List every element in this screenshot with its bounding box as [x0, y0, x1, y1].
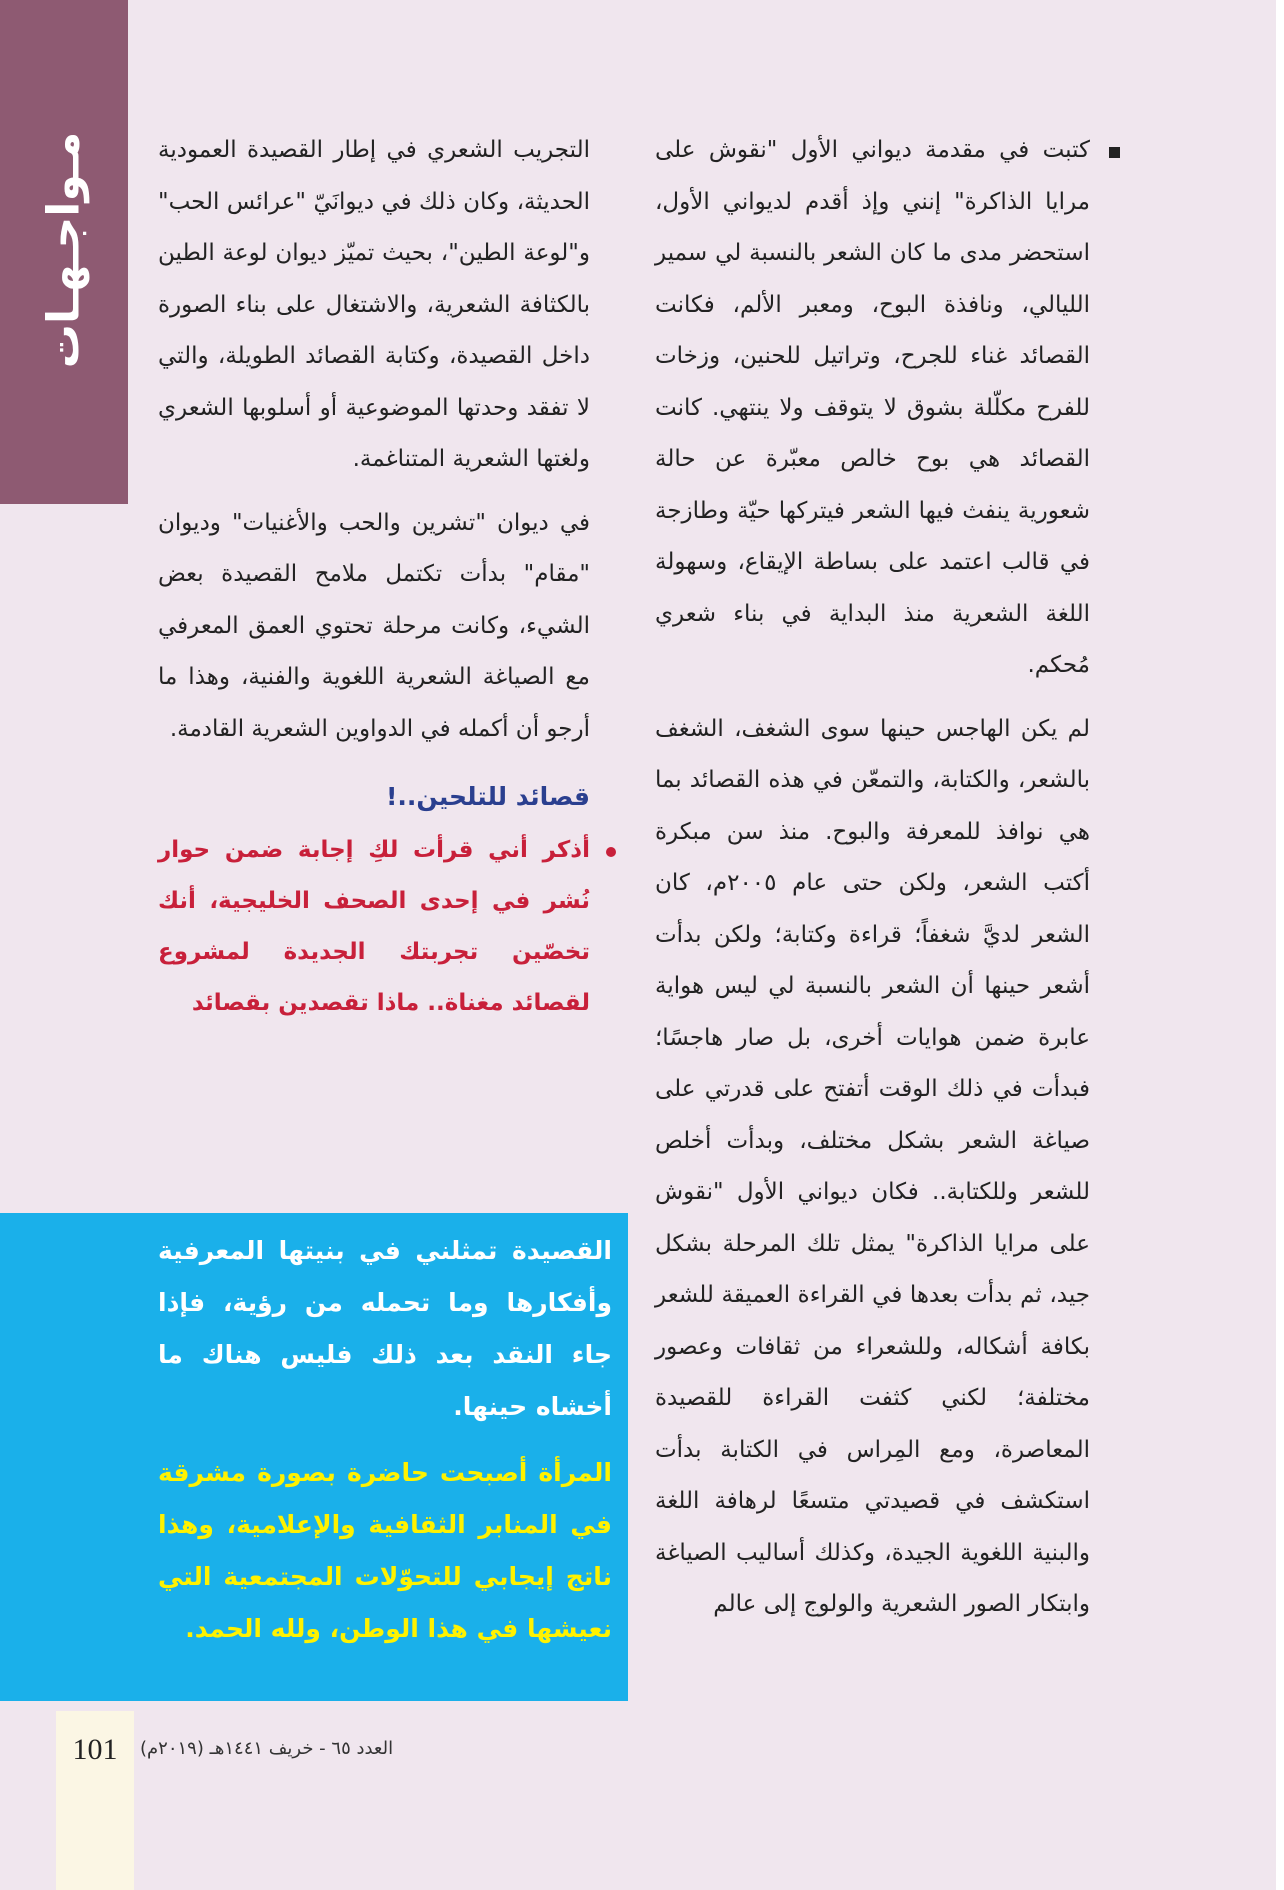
left-text-column — [158, 125, 590, 1029]
pull-quote-yellow: المرأة أصبحت حاضرة بصورة مشرقة في المنابر الثقافية والإعلامية، وهذا ناتج إيجابي للتحوّلات المجتمعية التي نعيشها في هذا الوطن، ولله الحمد. — [158, 1458, 612, 1643]
section-subheading: قصائد للتلحين..! — [385, 782, 590, 811]
pull-quote-white: القصيدة تمثلني في بنيتها المعرفية وأفكارها وما تحمله من رؤية، فإذا جاء النقد بعد ذلك فليس هناك ما أخشاه حينها. — [158, 1236, 612, 1421]
page-edge — [1276, 0, 1284, 1890]
section-tab — [0, 0, 128, 504]
article-paragraph: في ديوان "تشرين والحب والأغنيات" وديوان "مقام" بدأت تكتمل ملامح القصيدة بعض الشيء، وكانت مرحلة تحتوي العمق المعرفي مع الصياغة الشعرية اللغوية والفنية، وهذا ما أرجو أن أكمله في الدواوين الشعرية القادمة. — [158, 509, 590, 742]
paragraph-text: كتبت في مقدمة ديواني الأول "نقوش على مرايا الذاكرة" إنني وإذ أقدم لديواني الأول، استحضر مدى ما كان الشعر بالنسبة لي سمير الليالي، ونافذة البوح، ومعبر الألم، فكانت القصائد غناء للجرح، وتراتيل للحنين، وزخات للفرح مكلّلة بشوق لا يتوقف ولا ينتهي. كانت القصائد هي بوح خالص معبّرة عن حالة شعورية ينفث فيها الشعر فيتركها حيّة وطازجة في قالب اعتمد على بساطة الإيقاع، وسهولة اللغة الشعرية منذ البداية في بناء شعري مُحكم. — [655, 137, 1090, 678]
section-tab-label: مـواجـهـات — [38, 131, 90, 369]
question-text: أذكر أني قرأت لكِ إجابة ضمن حوار نُشر في إحدى الصحف الخليجية، أنك تخصّين تجربتك الجديدة لمشروع لقصائد مغناة.. ماذا تقصدين بقصائد — [158, 837, 590, 1016]
article-paragraph: التجريب الشعري في إطار القصيدة العمودية الحديثة، وكان ذلك في ديوانَيّ "عرائس الحب" و"لوعة الطين"، بحيث تميّز ديوان لوعة الطين بالكثافة الشعرية، والاشتغال على بناء الصورة داخل القصيدة، وكتابة القصائد الطويلة، والتي لا تفقد وحدتها الموضوعية أو أسلوبها الشعري ولغتها الشعرية المتناغمة. — [158, 137, 590, 472]
page-number: 101 — [72, 1733, 118, 1766]
bullet-square-icon — [1109, 147, 1120, 158]
interview-question — [158, 825, 590, 1029]
page-number-box — [56, 1711, 134, 1890]
pull-quote-box — [0, 1213, 628, 1701]
article-paragraph — [655, 125, 1090, 692]
bullet-dot-icon — [606, 847, 616, 857]
article-paragraph: لم يكن الهاجس حينها سوى الشغف، الشغف بالشعر، والكتابة، والتمعّن في هذه القصائد بما هي نوافذ للمعرفة والبوح. منذ سن مبكرة أكتب الشعر، ولكن حتى عام ٢٠٠٥م، كان الشعر لديَّ شغفاً؛ قراءة وكتابة؛ ولكن بدأت أشعر حينها أن الشعر بالنسبة لي ليس هواية عابرة ضمن هوايات أخرى، بل صار هاجسًا؛ فبدأت في ذلك الوقت أتفتح على قدرتي على صياغة الشعر بشكل مختلف، وبدأت أخلص للشعر وللكتابة.. فكان ديواني الأول "نقوش على مرايا الذاكرة" يمثل تلك المرحلة بشكل جيد، ثم بدأت بعدها في القراءة العميقة للشعر بكافة أشكاله، وللشعراء من ثقافات وعصور مختلفة؛ لكني كثفت القراءة للقصيدة المعاصرة، ومع المِراس في الكتابة بدأت استكشف في قصيدتي متسعًا لرهافة اللغة والبنية اللغوية الجيدة، وكذلك أساليب الصياغة وابتكار الصور الشعرية والولوج إلى عالم — [655, 715, 1091, 1617]
issue-info: العدد ٦٥ - خريف ١٤٤١هـ (٢٠١٩م) — [140, 1738, 394, 1759]
right-text-column — [655, 125, 1090, 1643]
